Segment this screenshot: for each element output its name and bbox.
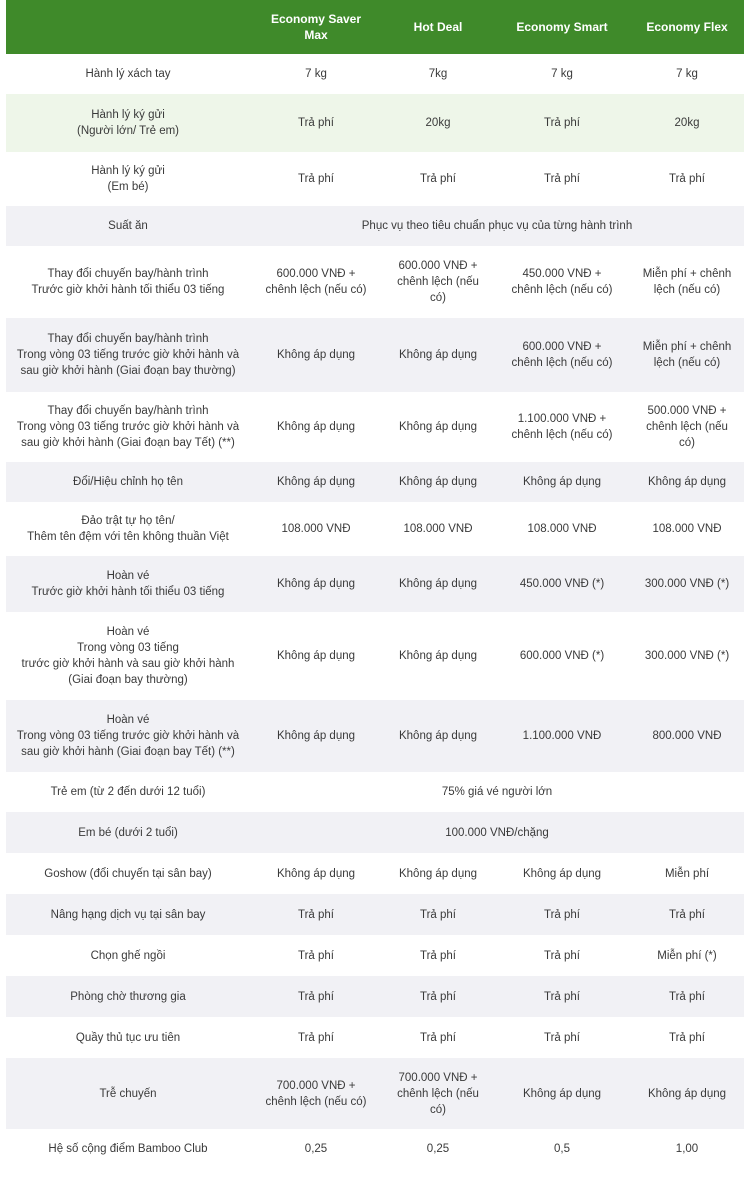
row-refund-before-3h	[6, 556, 744, 612]
row-goshow	[6, 853, 744, 894]
cell-flex: Trả phí	[668, 1031, 705, 1044]
cell-flex: 500.000 VNĐ + chênh lệch (nếu có)	[646, 405, 728, 449]
cell-flex: Không áp dụng	[630, 1058, 744, 1129]
row-lounge	[6, 976, 744, 1017]
cell-flex: Miễn phí + chênh lệch (nếu có)	[630, 318, 744, 392]
cell-hot-deal: Trả phí	[419, 173, 456, 185]
cell-smart: Trả phí	[543, 173, 580, 185]
cell-smart: Trả phí	[543, 1031, 580, 1044]
row-label: Goshow (đổi chuyến tại sân bay)	[44, 867, 212, 880]
cell-hot-deal: 700.000 VNĐ + chênh lệch (nếu có)	[382, 1058, 494, 1129]
row-change-within-3h-tet	[6, 392, 744, 462]
cell-flex: Trả phí	[668, 173, 705, 185]
cell-flex: Không áp dụng	[630, 462, 744, 502]
row-label: Hoàn vé Trước giờ khởi hành tối thiểu 03 tiếng	[6, 556, 250, 612]
cell-saver-max: Không áp dụng	[276, 421, 356, 433]
cell-smart: Không áp dụng	[494, 1058, 630, 1129]
row-name-order	[6, 502, 744, 556]
header-row	[6, 0, 744, 54]
row-label: Quầy thủ tục ưu tiên	[75, 1031, 181, 1044]
fare-comparison	[6, 0, 744, 1169]
row-label: Hành lý ký gửi (Người lớn/ Trẻ em)	[6, 94, 250, 152]
cell-hot-deal: 108.000 VNĐ	[403, 523, 473, 535]
row-label: Trẻ em (từ 2 đến dưới 12 tuổi)	[50, 786, 206, 798]
header-feature	[6, 0, 250, 54]
cell-saver-max: Không áp dụng	[276, 650, 356, 662]
cell-saver-max: Không áp dụng	[250, 462, 382, 502]
cell-hot-deal: 600.000 VNĐ + chênh lệch (nếu có)	[397, 260, 479, 304]
cell-flex: 7 kg	[676, 68, 698, 80]
cell-saver-max: Trả phí	[250, 94, 382, 152]
cell-saver-max: Trả phí	[250, 976, 382, 1017]
cell-smart: 450.000 VNĐ (*)	[494, 556, 630, 612]
cell-flex: 20kg	[630, 94, 744, 152]
row-carry-on	[6, 54, 744, 94]
row-label: Chọn ghế ngồi	[90, 949, 166, 962]
cell-smart: Trả phí	[494, 94, 630, 152]
row-name-change	[6, 462, 744, 502]
cell-smart: Không áp dụng	[494, 462, 630, 502]
cell-hot-deal: 0,25	[426, 1143, 450, 1155]
cell-saver-max: Không áp dụng	[250, 700, 382, 772]
cell-saver-max: 7 kg	[305, 68, 327, 80]
cell-saver-max: Không áp dụng	[276, 867, 356, 880]
row-seat-selection	[6, 935, 744, 976]
cell-flex: 108.000 VNĐ	[652, 523, 722, 535]
row-label: Hoàn vé Trong vòng 03 tiếng trước giờ khởi hành và sau giờ khởi hành (Giai đoạn bay Tết) (**)	[6, 700, 250, 772]
cell-smart: 600.000 VNĐ + chênh lệch (nếu có)	[494, 318, 630, 392]
row-missed-flight	[6, 1058, 744, 1129]
row-label: Em bé (dưới 2 tuổi)	[6, 812, 250, 853]
cell-hot-deal: Trả phí	[419, 1031, 456, 1044]
row-change-within-3h-normal	[6, 318, 744, 392]
row-label: Suất ăn	[6, 206, 250, 246]
row-refund-within-3h-normal	[6, 612, 744, 700]
row-infant	[6, 812, 744, 853]
cell-hot-deal: Trả phí	[419, 949, 456, 962]
cell-hot-deal: Không áp dụng	[382, 700, 494, 772]
cell-hot-deal: 7kg	[428, 68, 448, 80]
cell-smart: Trả phí	[494, 894, 630, 935]
cell-hot-deal: Không áp dụng	[398, 650, 478, 662]
header-economy-saver-max: Economy Saver Max	[250, 0, 382, 54]
row-label: Phòng chờ thương gia	[6, 976, 250, 1017]
row-upgrade	[6, 894, 744, 935]
row-label: Hành lý ký gửi (Em bé)	[91, 165, 165, 193]
row-change-before-3h	[6, 246, 744, 318]
cell-smart: 1.100.000 VNĐ + chênh lệch (nếu có)	[511, 413, 613, 441]
cell-smart: 7 kg	[551, 68, 573, 80]
row-checked-baggage-infant	[6, 152, 744, 206]
header-economy-flex: Economy Flex	[630, 0, 744, 54]
header-hot-deal: Hot Deal	[382, 0, 494, 54]
cell-saver-max: Không áp dụng	[250, 556, 382, 612]
fare-table	[6, 0, 744, 1169]
cell-hot-deal: Không áp dụng	[382, 318, 494, 392]
row-meal	[6, 206, 744, 246]
cell-hot-deal: Trả phí	[382, 976, 494, 1017]
cell-smart: Trả phí	[543, 949, 580, 962]
cell-saver-max: Trả phí	[297, 949, 334, 962]
row-label: Thay đổi chuyến bay/hành trình Trong vòng 03 tiếng trước giờ khởi hành và sau giờ khởi hành (Giai đoạn bay thường)	[6, 318, 250, 392]
cell-merged: Phục vụ theo tiêu chuẩn phục vụ của từng hành trình	[250, 206, 744, 246]
cell-saver-max: Trả phí	[297, 1031, 334, 1044]
cell-hot-deal: Không áp dụng	[398, 421, 478, 433]
row-label: Trễ chuyến	[6, 1058, 250, 1129]
cell-hot-deal: Không áp dụng	[398, 867, 478, 880]
cell-smart: 0,5	[554, 1143, 570, 1155]
row-label: Đảo trật tự họ tên/ Thêm tên đệm với tên không thuần Việt	[27, 515, 229, 543]
cell-hot-deal: Không áp dụng	[382, 462, 494, 502]
cell-saver-max: 0,25	[304, 1143, 328, 1155]
cell-flex: Miễn phí	[664, 867, 710, 880]
cell-hot-deal: 20kg	[382, 94, 494, 152]
row-label: Hệ số cộng điểm Bamboo Club	[48, 1143, 208, 1155]
cell-flex: 800.000 VNĐ	[630, 700, 744, 772]
row-checked-baggage-adult	[6, 94, 744, 152]
cell-flex: Trả phí	[630, 976, 744, 1017]
row-priority-checkin	[6, 1017, 744, 1058]
cell-flex: 1,00	[675, 1143, 699, 1155]
row-label: Nâng hạng dịch vụ tại sân bay	[6, 894, 250, 935]
row-bamboo-club	[6, 1129, 744, 1169]
cell-flex: Trả phí	[630, 894, 744, 935]
cell-flex: 300.000 VNĐ (*)	[644, 650, 730, 662]
cell-flex: 300.000 VNĐ (*)	[630, 556, 744, 612]
cell-saver-max: Trả phí	[250, 894, 382, 935]
row-refund-within-3h-tet	[6, 700, 744, 772]
cell-hot-deal: Trả phí	[382, 894, 494, 935]
row-label: Hành lý xách tay	[85, 68, 171, 80]
row-label: Hoàn vé Trong vòng 03 tiếng trước giờ khởi hành và sau giờ khởi hành (Giai đoạn bay thường)	[21, 626, 235, 686]
cell-hot-deal: Không áp dụng	[382, 556, 494, 612]
cell-saver-max: 700.000 VNĐ + chênh lệch (nếu có)	[250, 1058, 382, 1129]
cell-smart: 1.100.000 VNĐ	[494, 700, 630, 772]
cell-smart: 600.000 VNĐ (*)	[519, 650, 605, 662]
row-label: Đổi/Hiệu chỉnh họ tên	[6, 462, 250, 502]
cell-smart: 108.000 VNĐ	[527, 523, 597, 535]
row-label: Thay đổi chuyến bay/hành trình Trước giờ khởi hành tối thiểu 03 tiếng	[31, 268, 225, 296]
cell-flex: Miễn phí + chênh lệch (nếu có)	[642, 268, 732, 296]
cell-merged: 75% giá vé người lớn	[441, 786, 553, 798]
cell-saver-max: Trả phí	[297, 173, 334, 185]
cell-merged: 100.000 VNĐ/chặng	[250, 812, 744, 853]
cell-saver-max: 600.000 VNĐ + chênh lệch (nếu có)	[265, 268, 367, 296]
row-label: Thay đổi chuyến bay/hành trình Trong vòng 03 tiếng trước giờ khởi hành và sau giờ khởi hành (Giai đoạn bay Tết) (**)	[16, 405, 240, 449]
header-economy-smart: Economy Smart	[494, 0, 630, 54]
cell-saver-max: Không áp dụng	[250, 318, 382, 392]
cell-smart: Không áp dụng	[522, 867, 602, 880]
cell-flex: Miễn phí (*)	[657, 949, 717, 962]
cell-smart: 450.000 VNĐ + chênh lệch (nếu có)	[511, 268, 613, 296]
cell-saver-max: 108.000 VNĐ	[281, 523, 351, 535]
cell-smart: Trả phí	[494, 976, 630, 1017]
row-child	[6, 772, 744, 812]
